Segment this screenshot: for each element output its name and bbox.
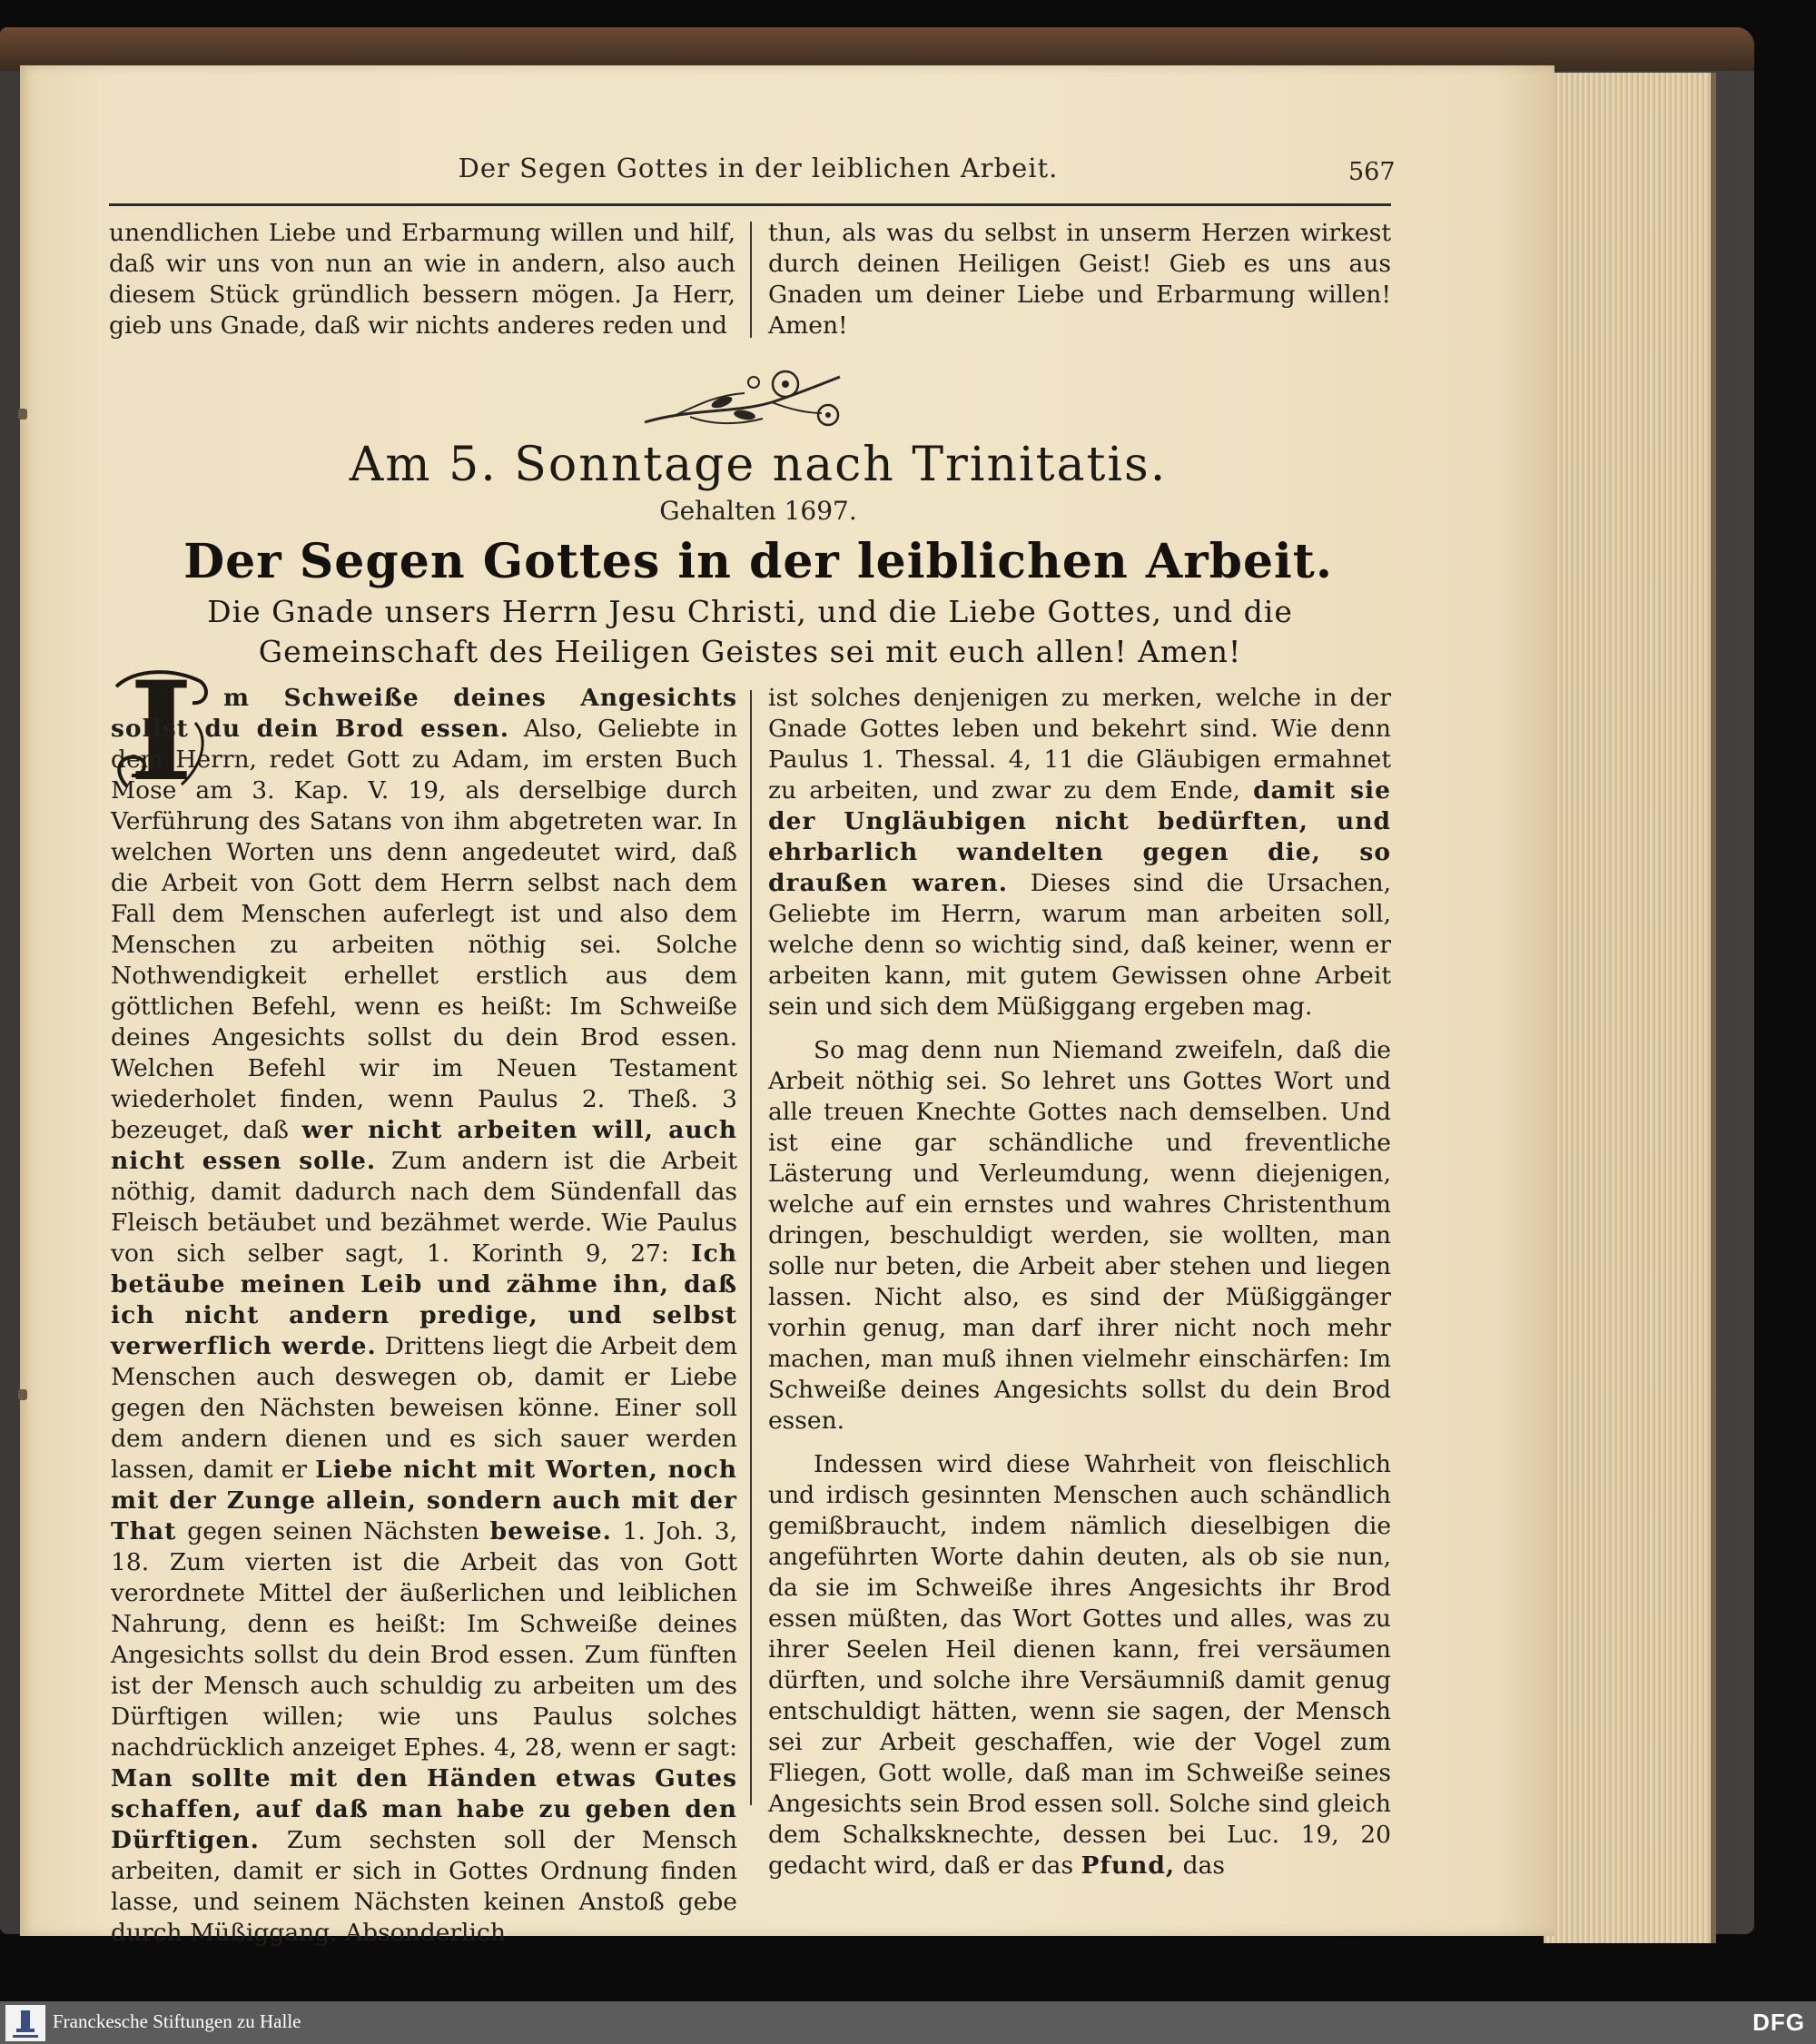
floral-ornament-icon [636, 359, 854, 440]
right-column [768, 683, 1391, 1881]
bible-quote: Liebe nicht mit Worten, noch mit der Zunge allein, sondern auch mit der That [111, 1456, 737, 1545]
right-paragraph-1 [768, 683, 1391, 1022]
header-rule [109, 203, 1391, 206]
sermon-intro: Die Gnade unsers Herrn Jesu Christi, und die Liebe Gottes, und die Gemeinschaft des Heiligen Geistes sei mit euch allen! Amen! [207, 594, 1293, 669]
text-span: Also, Geliebte in dem Herrn, redet Gott zu Adam, im ersten Buch Mose am 3. Kap. V. 19, als derselbige durch Verführung des Satans von ihm abgetreten war. In welchen Worten uns denn angedeutet wird, daß die Arbeit von Gott dem Herrn selbst nach dem Fall dem Menschen auferlegt ist und also dem Menschen zu arbeiten nöthig sei. Solche Nothwendigkeit erhellet erstlich aus dem göttlichen Befehl, wenn es heißt: Im Schweiße deines Angesichts sollst du dein Brod essen. Welchen Befehl wir im Neuen Testament wiederholet finden, wenn Paulus 2. Theß. 3 bezeuget, daß [111, 715, 737, 1144]
text-span: Dieses sind die Ursachen, Geliebte im Herrn, warum man arbeiten soll, welche denn so wichtig sind, daß keiner, wenn er arbeiten kann, mit gutem Gewissen ohne Arbeit sein und sich dem Müßiggang ergeben mag. [768, 869, 1391, 1021]
page-edges [1544, 73, 1716, 1943]
sermon-year: Gehalten 1697. [659, 496, 857, 526]
top-left-text [109, 218, 735, 341]
text-span: Zum andern ist die Arbeit nöthig, damit dadurch nach dem Sündenfall das Fleisch betäubet und bezähmet werde. Wie Paulus von sich selber sagt, 1. Korinth 9, 27: [111, 1147, 737, 1268]
binding-stitch [18, 409, 27, 420]
initial-letter: I [129, 652, 193, 812]
sermon-subtitle: Der Segen Gottes in der leiblichen Arbeit. [183, 534, 1333, 589]
running-title: Der Segen Gottes in der leiblichen Arbeit. [458, 153, 1059, 183]
text-span: Drittens liegt die Arbeit dem Menschen auch deswegen ob, damit er Liebe gegen den Nächsten beweisen könne. Einer soll dem andern dienen und es sich sauer werden lassen, damit er [111, 1332, 738, 1484]
sermon-title: Am 5. Sonntage nach Trinitatis. [349, 438, 1168, 492]
bible-quote: wer nicht arbeiten will, auch nicht essen solle. [111, 1116, 737, 1175]
top-left-paragraph: unendlichen Liebe und Erbarmung willen und hilf, daß wir uns von nun an wie in andern, also auch diesem Stück gründlich bessern mögen. Ja Herr, gieb uns Gnade, daß wir nichts anderes reden und [109, 219, 735, 340]
bible-quote: Man sollte mit den Händen etwas Gutes schaffen, auf daß man habe zu geben den Dürftigen. [111, 1764, 737, 1854]
bible-quote: m Schweiße deines Angesichts sollst du dein Brod essen. [111, 684, 737, 743]
bible-quote: beweise. [489, 1517, 612, 1545]
dfg-logo: DFG [1752, 2009, 1805, 2036]
column-rule [750, 690, 752, 1805]
top-right-paragraph: thun, als was du selbst in unserm Herzen wirkest durch deinen Heiligen Geist! Gieb es uns aus Gnaden um deiner Liebe und Erbarmung willen! Amen! [768, 219, 1391, 340]
institution-logo-icon [5, 2005, 45, 2041]
column-rule [750, 222, 752, 338]
left-paragraph-1 [111, 683, 737, 1949]
text-span: Indessen wird diese Wahrheit von fleischlich und irdisch gesinnten Menschen auch schändlich gemißbraucht, indem nämlich dieselbigen die angeführten Worte dahin deuten, als ob sie nun, da sie im Schweiße ihres Angesichts ihr Brod essen müßten, das Wort Gottes und alles, was zu ihrer Seelen Heil dienen kann, frei versäumen dürften, und solche ihre Versäumniß damit genug entschuldigt hätten, wenn sie sagen, der Mensch sei zur Arbeit geschaffen, wie der Vogel zum Fliegen, Gott wolle, daß man im Schweiße seines Angesichts sein Brod essen soll. Solche sind gleich dem Schalksknechte, dessen bei Luc. 19, 20 gedacht wird, daß er das [768, 1450, 1391, 1880]
institution-name: Franckesche Stiftungen zu Halle [53, 2010, 301, 2032]
right-paragraph-3 [768, 1449, 1391, 1881]
text-span: 1. Joh. 3, 18. Zum vierten ist die Arbeit das von Gott verordnete Mittel der äußerlichen und leiblichen Nahrung, denn es heißt: Im Schweiße deines Angesichts sollst du dein Brod essen. Zum fünften ist der Mensch auch schuldig zu arbeiten um des Dürftigen willen; wie uns Paulus solches nachdrücklich anzeiget Ephes. 4, 28, wenn er sagt: [111, 1517, 737, 1762]
text-span: ist solches denjenigen zu merken, welche in der Gnade Gottes leben und bekehrt sind. Wie denn Paulus 1. Thessal. 4, 11 die Gläubigen ermahnet zu arbeiten, und zwar zu dem Ende, [768, 684, 1391, 805]
right-paragraph-2: So mag denn nun Niemand zweifeln, daß die Arbeit nöthig sei. So lehret uns Gottes Wort und alle treuen Knechte Gottes nach demselben. Und ist eine gar schändliche und freventliche Lästerung und Verleumdung, wenn diejenigen, welche auf ein ernstes und wahres Christenthum dringen, beschuldigt werden, sie wollten, man solle nur beten, die Arbeit aber stehen und liegen lassen. Nicht also, es sind der Müßiggänger vorhin genug, man darf ihrer nicht noch mehr machen, man muß ihnen vielmehr einschärfen: Im Schweiße deines Angesichts sollst du dein Brod essen. [768, 1036, 1391, 1435]
bible-quote: Ich betäube meinen Leib und zähme ihn, daß ich nicht andern predige, und selbst verwerflich werde. [111, 1239, 737, 1360]
emphasis: Pfund, [1081, 1851, 1176, 1880]
bible-quote: damit sie der Ungläubigen nicht bedürften, und ehrbarlich wandelten gegen die, so draußen waren. [768, 776, 1391, 897]
text-span: Zum sechsten soll der Mensch arbeiten, damit er sich in Gottes Ordnung finden lasse, und seinem Nächsten keinen Anstoß gebe durch Müßiggang. Absonderlich [111, 1826, 737, 1947]
top-right-text [768, 218, 1391, 341]
binding-stitch [18, 1389, 27, 1400]
text-span: gegen seinen Nächsten [187, 1517, 479, 1545]
left-column [111, 683, 737, 1949]
footer-bar [0, 2001, 1816, 2044]
text-span: das [1182, 1851, 1225, 1880]
page-number: 567 [1348, 158, 1396, 186]
cover-edge [0, 27, 1754, 71]
